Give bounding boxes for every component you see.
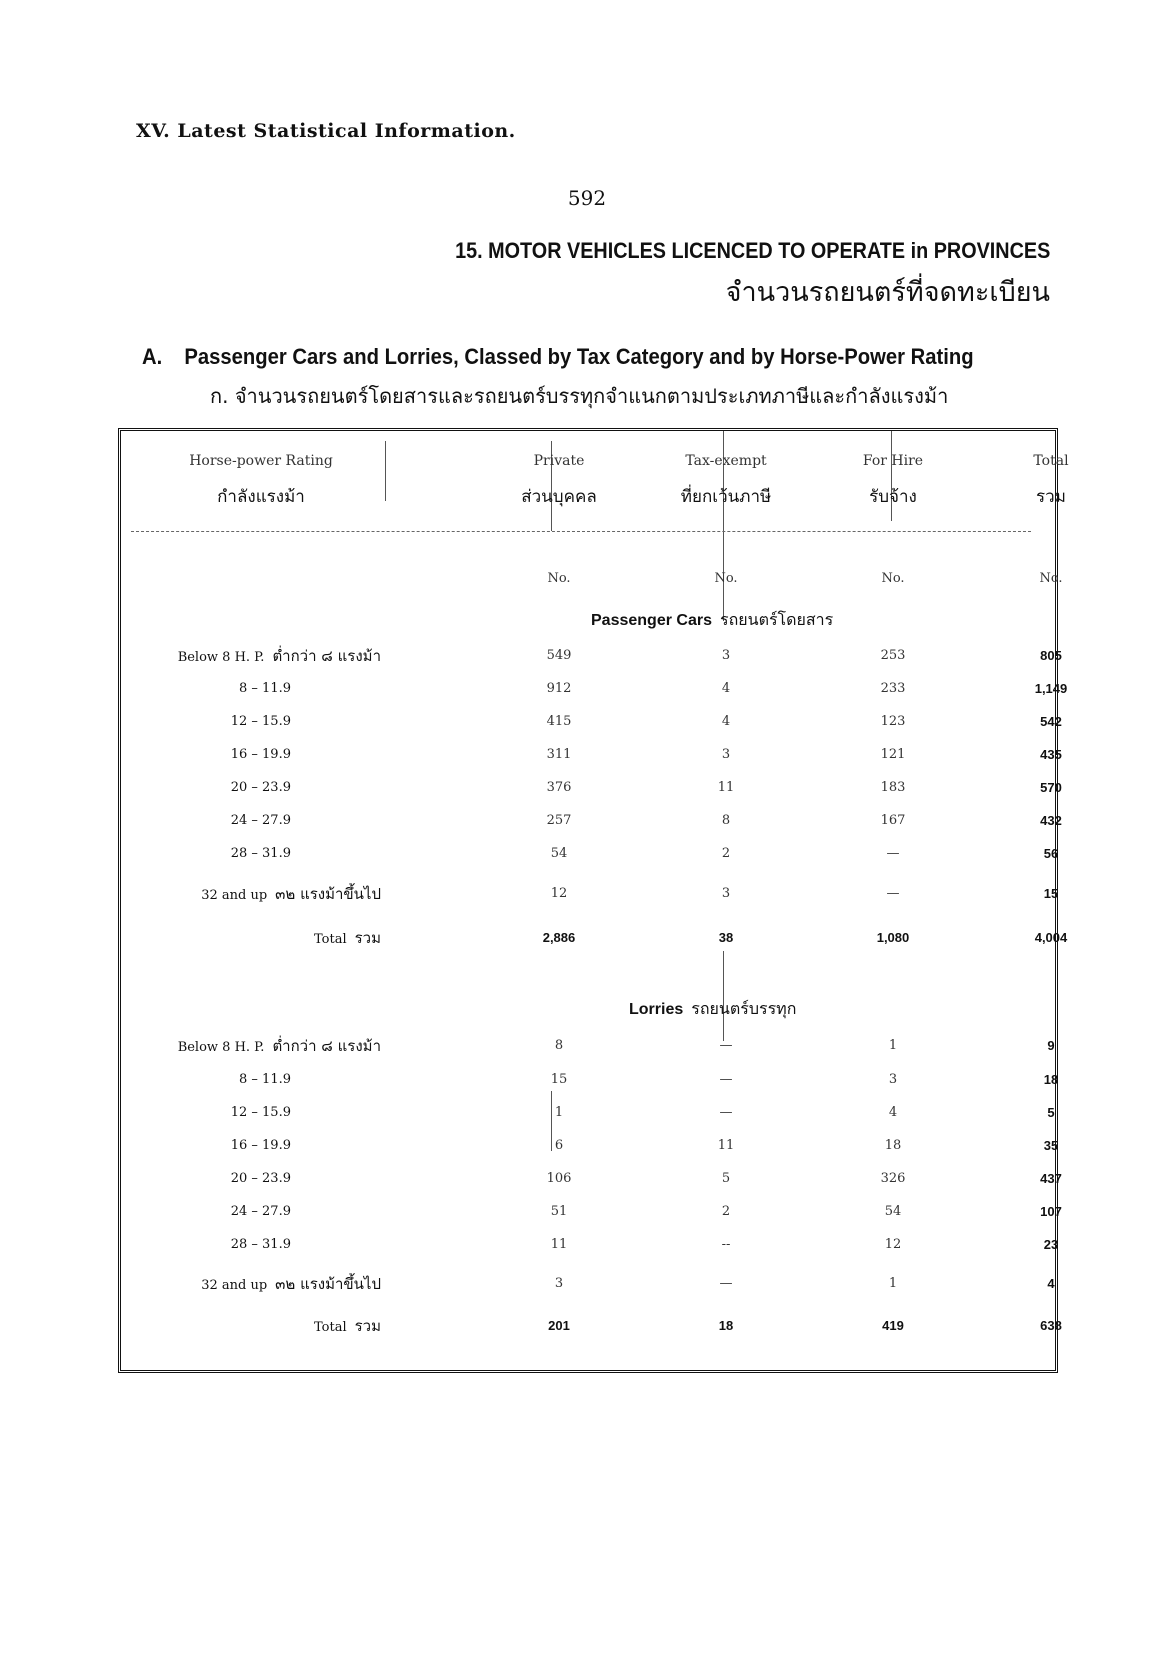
unit-tax-exempt: No. — [714, 571, 738, 586]
cell-total: 1,149 — [1034, 681, 1068, 696]
row-label — [121, 641, 381, 671]
cell-private: 106 — [546, 1171, 572, 1186]
row-label — [121, 806, 291, 836]
table-row — [121, 1269, 1055, 1299]
cell-for-hire: 12 — [884, 1237, 902, 1252]
cell-total: 9 — [1047, 1038, 1055, 1053]
col-head-tax-exempt: Tax-exempt — [685, 453, 767, 469]
section-title-lorries — [629, 997, 796, 1022]
col-head-for-hire: For Hire — [862, 453, 924, 469]
cell-for-hire: 4 — [888, 1105, 898, 1120]
cell-total: 35 — [1043, 1138, 1059, 1153]
cell-private: 912 — [546, 681, 572, 696]
cell-tax-exempt: 3 — [721, 648, 731, 663]
row-label — [121, 923, 381, 953]
cell-for-hire: 1,080 — [876, 930, 910, 945]
cell-for-hire: 121 — [880, 747, 906, 762]
col-head-total: Total — [1033, 453, 1069, 469]
cell-private: 257 — [546, 813, 572, 828]
subtitle-en — [142, 344, 974, 370]
cell-for-hire: 123 — [880, 714, 906, 729]
cell-private: 415 — [546, 714, 572, 729]
cell-total: 437 — [1040, 1171, 1062, 1186]
cell-tax-exempt: -- — [721, 1237, 731, 1252]
col-head-private: Private — [533, 453, 585, 469]
cell-private: 11 — [550, 1237, 568, 1252]
cell-total: 432 — [1040, 813, 1062, 828]
cell-total: 542 — [1040, 714, 1062, 729]
table-row — [121, 1230, 1059, 1260]
row-label-en: 16 – 19.9 — [230, 1138, 291, 1153]
cell-tax-exempt: 38 — [718, 930, 734, 945]
section-title-lorries-th: รถยนตร์บรรทุก — [691, 999, 797, 1018]
section-title-passenger — [591, 608, 833, 633]
row-label — [121, 1311, 381, 1341]
row-label-en: Total — [314, 932, 347, 947]
cell-total: 107 — [1040, 1204, 1062, 1219]
subtitle-th: ก. จำนวนรถยนตร์โดยสารและรถยนตร์บรรทุกจำแนกตามประเภทภาษีและกำลังแรงม้า — [210, 384, 949, 408]
cell-tax-exempt: — — [719, 1105, 733, 1120]
table-row — [121, 641, 1062, 671]
cell-total: 435 — [1040, 747, 1062, 762]
table-title-en: 15. MOTOR VEHICLES LICENCED TO OPERATE in PROVINCES — [454, 238, 1050, 263]
table-row — [121, 1131, 1059, 1161]
row-label — [121, 1269, 381, 1299]
row-label-en: 12 – 15.9 — [230, 714, 291, 729]
unit-for-hire: No. — [881, 571, 905, 586]
unit-total: No. — [1039, 571, 1063, 586]
cell-tax-exempt: — — [719, 1038, 733, 1053]
table-row — [121, 707, 1062, 737]
row-label — [121, 1230, 291, 1260]
table-row — [121, 740, 1062, 770]
unit-private: No. — [547, 571, 571, 586]
table-row — [121, 1197, 1062, 1227]
row-label-en: 8 – 11.9 — [239, 1072, 291, 1087]
table-row — [121, 839, 1059, 869]
row-label — [121, 707, 291, 737]
cell-private: 3 — [554, 1276, 564, 1291]
cell-private: 51 — [550, 1204, 568, 1219]
row-label-en: 32 and up — [201, 888, 268, 903]
row-label-th: ต่ำกว่า ๘ แรงม้า — [272, 1037, 381, 1055]
cell-private: 549 — [546, 648, 572, 663]
row-label-en: 24 – 27.9 — [230, 813, 291, 828]
table-row — [121, 674, 1068, 704]
cell-for-hire: 3 — [888, 1072, 898, 1087]
table-row — [121, 773, 1062, 803]
statistics-table — [118, 428, 1069, 1373]
row-label-en: 24 – 27.9 — [230, 1204, 291, 1219]
row-label-th: รวม — [354, 929, 381, 947]
cell-total: 4 — [1047, 1276, 1055, 1291]
row-label-en: 32 and up — [201, 1278, 268, 1293]
row-label-th: ๓๒ แรงม้าขึ้นไป — [275, 885, 381, 903]
row-label-th: ๓๒ แรงม้าขึ้นไป — [275, 1275, 381, 1293]
cell-tax-exempt: — — [719, 1072, 733, 1087]
subtitle-label: A. — [142, 344, 163, 369]
row-label-en: 28 – 31.9 — [230, 1237, 291, 1252]
cell-private: 12 — [550, 886, 568, 901]
cell-tax-exempt: 2 — [721, 1204, 731, 1219]
row-label-en: 12 – 15.9 — [230, 1105, 291, 1120]
cell-private: 54 — [550, 846, 568, 861]
cell-for-hire: 1 — [888, 1038, 898, 1053]
row-label — [121, 740, 291, 770]
cell-tax-exempt: 3 — [721, 886, 731, 901]
cell-tax-exempt: 4 — [721, 681, 731, 696]
cell-for-hire: 326 — [880, 1171, 906, 1186]
table-row — [121, 879, 1059, 909]
cell-for-hire: 253 — [880, 648, 906, 663]
col-head-total-th: รวม — [1036, 487, 1066, 507]
cell-tax-exempt: 8 — [721, 813, 731, 828]
row-label — [121, 1131, 291, 1161]
row-label-en: 20 – 23.9 — [230, 1171, 291, 1186]
row-label — [121, 839, 291, 869]
subtitle-text: Passenger Cars and Lorries, Classed by Tax Category and by Horse-Power Rating — [184, 344, 974, 369]
row-label-en: 20 – 23.9 — [230, 780, 291, 795]
row-label — [121, 773, 291, 803]
cell-private: 311 — [546, 747, 572, 762]
cell-tax-exempt: 4 — [721, 714, 731, 729]
cell-total: 56 — [1043, 846, 1059, 861]
row-label — [121, 1098, 291, 1128]
page-number: 592 — [567, 186, 607, 210]
row-label-en: 16 – 19.9 — [230, 747, 291, 762]
cell-tax-exempt: 11 — [717, 1138, 735, 1153]
table-title-th: จำนวนรถยนตร์ที่จดทะเบียน — [725, 277, 1050, 308]
table-row-total — [121, 1311, 1062, 1341]
cell-total: 638 — [1040, 1318, 1062, 1333]
row-label-en: 8 – 11.9 — [239, 681, 291, 696]
cell-for-hire: 183 — [880, 780, 906, 795]
table-row — [121, 1098, 1055, 1128]
cell-for-hire: 18 — [884, 1138, 902, 1153]
cell-private: 1 — [554, 1105, 564, 1120]
cell-tax-exempt: 2 — [721, 846, 731, 861]
row-label — [121, 879, 381, 909]
section-header: XV. Latest Statistical Information. — [136, 120, 516, 142]
table-row — [121, 1164, 1062, 1194]
col-head-tax-exempt-th: ที่ยกเว้นภาษี — [680, 487, 772, 507]
cell-total: 15 — [1043, 886, 1059, 901]
cell-total: 5 — [1047, 1105, 1055, 1120]
cell-private: 201 — [548, 1318, 570, 1333]
cell-for-hire: 1 — [888, 1276, 898, 1291]
cell-tax-exempt: — — [719, 1276, 733, 1291]
column-divider — [723, 951, 724, 1041]
cell-total: 570 — [1040, 780, 1062, 795]
cell-tax-exempt: 3 — [721, 747, 731, 762]
cell-for-hire: 167 — [880, 813, 906, 828]
cell-total: 805 — [1040, 648, 1062, 663]
cell-private: 15 — [550, 1072, 568, 1087]
cell-private: 376 — [546, 780, 572, 795]
cell-total: 4,004 — [1034, 930, 1068, 945]
cell-for-hire: 419 — [882, 1318, 904, 1333]
table-row — [121, 1031, 1055, 1061]
row-label — [121, 1197, 291, 1227]
row-label-en: Below 8 H. P. — [177, 1040, 265, 1055]
row-label-en: Below 8 H. P. — [177, 650, 265, 665]
row-label-th: ต่ำกว่า ๘ แรงม้า — [272, 647, 381, 665]
row-label — [121, 674, 291, 704]
header-rule — [131, 531, 1031, 532]
cell-tax-exempt: 18 — [718, 1318, 734, 1333]
cell-tax-exempt: 5 — [721, 1171, 731, 1186]
table-row-total — [121, 923, 1068, 953]
cell-private: 6 — [554, 1138, 564, 1153]
col-head-rating-th: กำลังแรงม้า — [217, 487, 305, 507]
cell-private: 8 — [554, 1038, 564, 1053]
col-head-rating: Horse-power Rating — [189, 453, 333, 469]
cell-for-hire: 54 — [884, 1204, 902, 1219]
col-head-for-hire-th: รับจ้าง — [869, 487, 917, 507]
table-row — [121, 1065, 1059, 1095]
section-title-passenger-en: Passenger Cars — [591, 612, 712, 629]
cell-for-hire: — — [886, 846, 900, 861]
cell-for-hire: — — [886, 886, 900, 901]
column-divider — [385, 441, 386, 501]
row-label-en: 28 – 31.9 — [230, 846, 291, 861]
cell-total: 23 — [1043, 1237, 1059, 1252]
row-label-en: Total — [314, 1320, 347, 1335]
cell-for-hire: 233 — [880, 681, 906, 696]
cell-private: 2,886 — [542, 930, 576, 945]
cell-total: 18 — [1043, 1072, 1059, 1087]
cell-tax-exempt: 11 — [717, 780, 735, 795]
row-label — [121, 1031, 381, 1061]
row-label-th: รวม — [354, 1317, 381, 1335]
section-title-passenger-th: รถยนตร์โดยสาร — [719, 610, 834, 629]
col-head-private-th: ส่วนบุคคล — [521, 487, 597, 507]
table-row — [121, 806, 1062, 836]
row-label — [121, 1164, 291, 1194]
row-label — [121, 1065, 291, 1095]
section-title-lorries-en: Lorries — [629, 1001, 684, 1018]
